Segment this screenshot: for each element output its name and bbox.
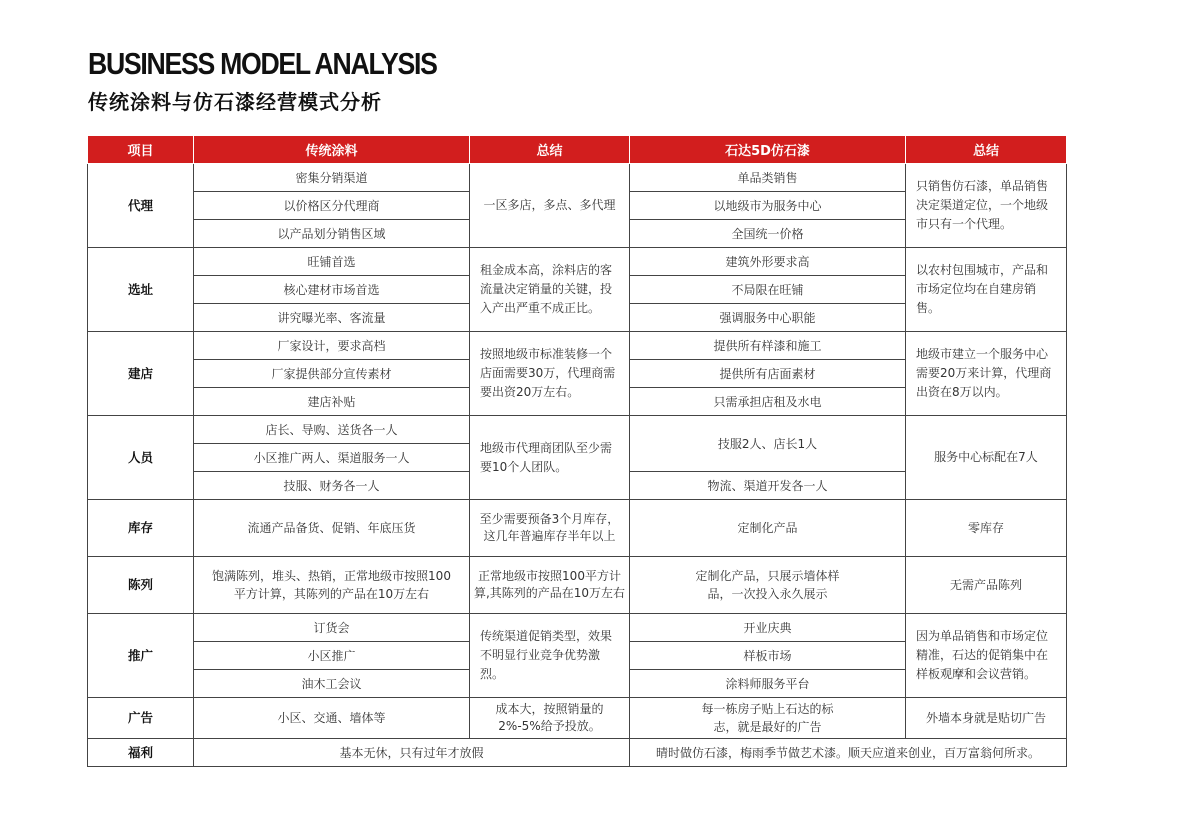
shida-summary-cell: 地级市建立一个服务中心需要20万来计算，代理商出资在8万以内。 <box>906 332 1067 416</box>
table-row <box>88 500 1067 557</box>
shida-summary-cell: 只销售仿石漆，单品销售决定渠道定位，一个地级市只有一个代理。 <box>906 164 1067 248</box>
header-shida: 石达5D仿石漆 <box>630 136 906 164</box>
traditional-cell: 小区、交通、墙体等 <box>194 698 470 739</box>
traditional-cell: 核心建材市场首选 <box>194 276 470 304</box>
traditional-summary-cell: 按照地级市标准装修一个店面需要30万，代理商需要出资20万左右。 <box>470 332 630 416</box>
header-summary-traditional: 总结 <box>470 136 630 164</box>
shida-cell: 物流、渠道开发各一人 <box>630 472 906 500</box>
table-row <box>88 698 1067 739</box>
traditional-summary-cell: 传统渠道促销类型，效果不明显行业竞争优势激烈。 <box>470 614 630 698</box>
traditional-summary-cell: 正常地级市按照100平方计算,其陈列的产品在10万左右 <box>470 557 630 614</box>
shida-summary-cell: 无需产品陈列 <box>906 557 1067 614</box>
category-cell: 人员 <box>88 416 194 500</box>
traditional-cell: 讲究曝光率、客流量 <box>194 304 470 332</box>
category-cell: 选址 <box>88 248 194 332</box>
shida-summary-cell: 以农村包围城市，产品和市场定位均在自建房销售。 <box>906 248 1067 332</box>
shida-cell: 开业庆典 <box>630 614 906 642</box>
traditional-summary-cell: 成本大，按照销量的2%-5%给予投放。 <box>470 698 630 739</box>
shida-welfare-cell: 晴时做仿石漆，梅雨季节做艺术漆。顺天应道来创业，百万富翁何所求。 <box>630 739 1067 767</box>
shida-cell: 提供所有样漆和施工 <box>630 332 906 360</box>
shida-cell: 不局限在旺铺 <box>630 276 906 304</box>
shida-cell: 定制化产品，只展示墙体样品，一次投入永久展示 <box>630 557 906 614</box>
shida-cell: 建筑外形要求高 <box>630 248 906 276</box>
page-title-cn: 传统涂料与仿石漆经营模式分析 <box>88 90 382 114</box>
table-row <box>88 739 1067 767</box>
category-cell: 推广 <box>88 614 194 698</box>
traditional-summary-cell: 一区多店，多点、多代理 <box>470 164 630 248</box>
shida-cell: 只需承担店租及水电 <box>630 388 906 416</box>
table-row <box>88 248 1067 276</box>
traditional-summary-cell: 地级市代理商团队至少需要10个人团队。 <box>470 416 630 500</box>
business-model-table <box>87 135 1067 767</box>
shida-cell: 强调服务中心职能 <box>630 304 906 332</box>
traditional-cell: 以价格区分代理商 <box>194 192 470 220</box>
table-row <box>88 416 1067 444</box>
shida-cell: 涂料师服务平台 <box>630 670 906 698</box>
shida-cell: 样板市场 <box>630 642 906 670</box>
category-cell: 库存 <box>88 500 194 557</box>
traditional-cell: 旺铺首选 <box>194 248 470 276</box>
traditional-welfare-cell: 基本无休，只有过年才放假 <box>194 739 630 767</box>
shida-cell: 全国统一价格 <box>630 220 906 248</box>
traditional-summary-cell: 租金成本高，涂料店的客流量决定销量的关键，投入产出严重不成正比。 <box>470 248 630 332</box>
traditional-cell: 油木工会议 <box>194 670 470 698</box>
shida-cell: 定制化产品 <box>630 500 906 557</box>
traditional-cell: 小区推广两人、渠道服务一人 <box>194 444 470 472</box>
category-cell: 陈列 <box>88 557 194 614</box>
traditional-cell: 密集分销渠道 <box>194 164 470 192</box>
shida-summary-cell: 零库存 <box>906 500 1067 557</box>
traditional-cell: 建店补贴 <box>194 388 470 416</box>
header-item: 项目 <box>88 136 194 164</box>
category-cell: 建店 <box>88 332 194 416</box>
header-traditional: 传统涂料 <box>194 136 470 164</box>
traditional-cell: 饱满陈列，堆头、热销，正常地级市按照100平方计算，其陈列的产品在10万左右 <box>194 557 470 614</box>
category-cell: 福利 <box>88 739 194 767</box>
table-row <box>88 164 1067 192</box>
category-cell: 广告 <box>88 698 194 739</box>
traditional-cell: 小区推广 <box>194 642 470 670</box>
shida-summary-cell: 因为单品销售和市场定位精准，石达的促销集中在样板观摩和会议营销。 <box>906 614 1067 698</box>
table-row <box>88 332 1067 360</box>
shida-cell: 单品类销售 <box>630 164 906 192</box>
category-cell: 代理 <box>88 164 194 248</box>
header-summary-shida: 总结 <box>906 136 1067 164</box>
traditional-cell: 技服、财务各一人 <box>194 472 470 500</box>
traditional-cell: 订货会 <box>194 614 470 642</box>
page-title-en: BUSINESS MODEL ANALYSIS <box>88 46 437 81</box>
shida-summary-cell: 服务中心标配在7人 <box>906 416 1067 500</box>
traditional-cell: 店长、导购、送货各一人 <box>194 416 470 444</box>
traditional-cell: 以产品划分销售区域 <box>194 220 470 248</box>
table-header-row <box>88 136 1067 164</box>
shida-cell: 技服2人、店长1人 <box>630 416 906 472</box>
shida-summary-cell: 外墙本身就是贴切广告 <box>906 698 1067 739</box>
traditional-cell: 厂家设计，要求高档 <box>194 332 470 360</box>
traditional-cell: 厂家提供部分宣传素材 <box>194 360 470 388</box>
traditional-summary-cell: 至少需要预备3个月库存，这几年普遍库存半年以上 <box>470 500 630 557</box>
shida-cell: 以地级市为服务中心 <box>630 192 906 220</box>
shida-cell: 每一栋房子贴上石达的标志，就是最好的广告 <box>630 698 906 739</box>
table-row <box>88 557 1067 614</box>
table-row <box>88 614 1067 642</box>
traditional-cell: 流通产品备货、促销、年底压货 <box>194 500 470 557</box>
shida-cell: 提供所有店面素材 <box>630 360 906 388</box>
